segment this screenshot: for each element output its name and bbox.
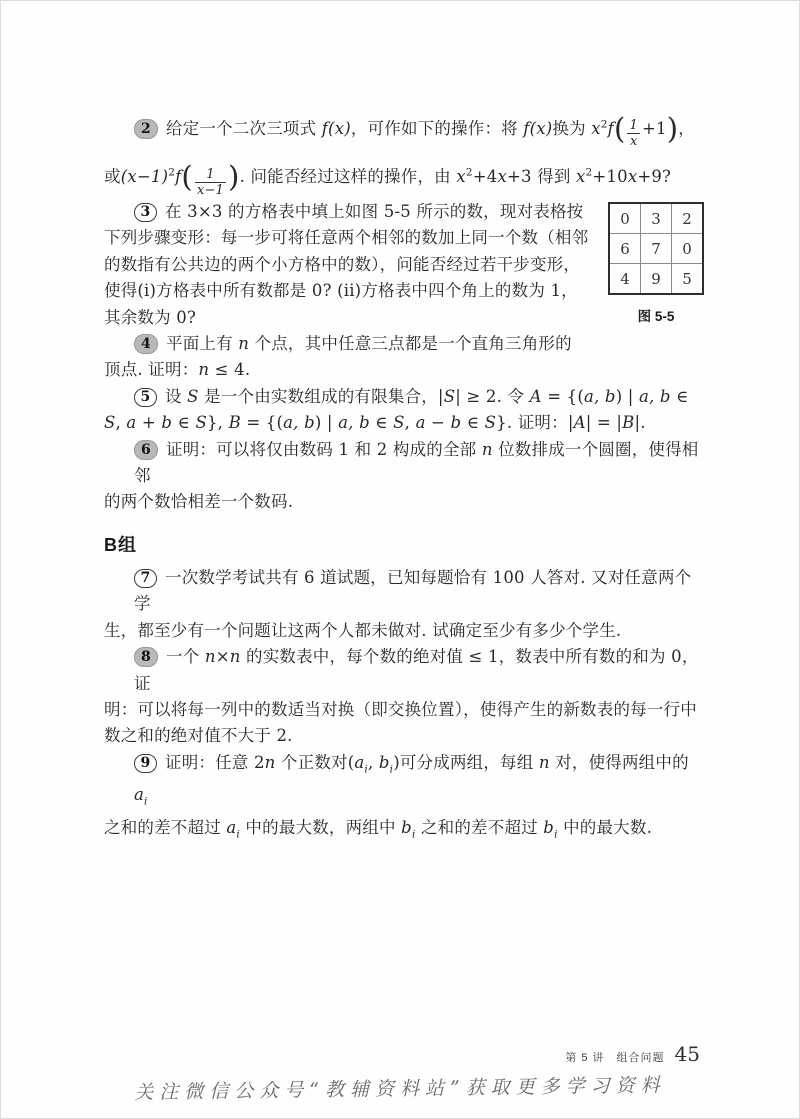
problem-5 <box>104 384 704 437</box>
problem-2-badge: 2 <box>134 119 158 139</box>
exponent: 2 <box>465 166 473 179</box>
math-run: f <box>175 167 182 186</box>
text-run: 一次数学考试共有 6 道试题，已知每题恰有 100 人答对. 又对任意两个学 <box>134 567 692 614</box>
problem-8-line-3 <box>104 723 704 749</box>
math-run: a, b <box>584 386 616 406</box>
fraction <box>195 167 226 198</box>
text-run: +10 <box>592 167 628 186</box>
problem-7-line-1 <box>104 565 704 618</box>
grid-cell: 6 <box>609 234 641 264</box>
problem-5-text-1 <box>165 387 689 406</box>
text-run: | = | <box>585 413 623 433</box>
math-run: $b_i$ <box>378 752 394 776</box>
math-run: $a_i$ <box>354 752 368 776</box>
problem-6-text-2 <box>104 492 293 511</box>
math-run: B <box>228 413 241 433</box>
problem-3-badge: 3 <box>134 203 157 222</box>
math-run: $a_i$ <box>134 785 148 808</box>
math-run: f(x) <box>321 118 351 138</box>
math-run: $b_i$ <box>543 818 558 841</box>
footer-chapter: 第 5 讲 <box>565 1052 605 1064</box>
subscript: i <box>554 828 558 841</box>
grid-cell: 2 <box>672 203 704 234</box>
problem-9-line-1 <box>104 750 704 815</box>
text-run: +1 <box>641 118 667 138</box>
math-run: a, b <box>338 413 370 433</box>
figure-label: 图 5-5 <box>637 309 675 324</box>
text-run: 顶点. 证明： <box>104 360 199 380</box>
problem-3-text-1 <box>165 202 583 221</box>
text-run: | ≥ 2. 令 <box>455 386 530 406</box>
text-run: 给定一个二次三项式 <box>166 118 322 138</box>
problem-5-badge: 5 <box>134 388 157 407</box>
subscript: i <box>364 763 368 776</box>
math-run: $x^2$ <box>591 118 608 138</box>
text-run: ， <box>678 118 695 138</box>
page-footer <box>565 1042 700 1066</box>
text-run: |. <box>634 413 646 433</box>
grid-cell: 0 <box>672 234 704 264</box>
problem-7 <box>104 565 704 644</box>
problem-6-badge: 6 <box>134 440 158 460</box>
math-run: n <box>481 439 493 459</box>
text-run: 的实数表中，每个数的绝对值 ≤ 1，数表中所有数的和为 0，证 <box>134 647 699 693</box>
fraction <box>627 118 639 149</box>
problem-3-text-3 <box>104 255 580 274</box>
text-run: 下列步骤变形：每一步可将任意两个相邻的数加上同一个数（相邻 <box>104 228 589 248</box>
problem-7-badge: 7 <box>134 569 157 588</box>
exponent: 2 <box>585 166 593 179</box>
math-run: a <box>126 413 137 433</box>
problem-4-badge: 4 <box>134 334 158 354</box>
watermark-text: 关注微信公众号“教辅资料站”获取更多学习资料 <box>134 1074 666 1104</box>
problem-9-badge: 9 <box>134 754 157 773</box>
grid-cell: 9 <box>641 264 672 295</box>
math-run: A <box>573 413 586 433</box>
text-run: 生，都至少有一个问题让这两个人都未做对. 试确定至少有多少个学生. <box>104 620 622 640</box>
problem-2-text-1 <box>166 111 695 150</box>
math-run: S <box>195 413 207 433</box>
text-run: 使得(i)方格表中所有数都是 0? (ii)方格表中四个角上的数为 1， <box>104 281 578 301</box>
big-paren: ) <box>666 111 679 146</box>
text-run: ∈ <box>172 413 196 433</box>
text-run: 设 <box>165 386 188 406</box>
grid-row <box>609 264 703 295</box>
text-run: , <box>367 752 379 772</box>
grid-cell: 5 <box>672 264 704 295</box>
math-run: $(x-1)^2$ <box>120 166 176 186</box>
problem-8-line-1 <box>104 644 704 697</box>
math-run: B <box>622 413 635 433</box>
problem-3 <box>104 199 704 331</box>
grid-cell: 3 <box>641 203 672 234</box>
problem-6-text-1 <box>134 440 699 485</box>
grid-row <box>609 203 703 234</box>
grid-row <box>609 234 703 264</box>
fraction-denominator: x <box>627 133 639 149</box>
problem-5-line-1 <box>104 384 704 410</box>
math-run: b <box>450 413 462 433</box>
text-run: . 问能否经过这样的操作，由 <box>239 167 457 186</box>
text-run: 其余数为 0? <box>104 307 196 327</box>
text-run: 之和的差不超过 <box>104 818 227 838</box>
grid-body <box>609 203 703 294</box>
text-run: = {( <box>541 386 584 406</box>
problem-7-line-2 <box>104 618 704 644</box>
figure-5-5 <box>608 202 704 325</box>
problem-8 <box>104 644 704 750</box>
footer-topic: 组合问题 <box>616 1052 665 1064</box>
subscript: i <box>236 828 240 841</box>
problem-4-line-1 <box>104 331 704 357</box>
grid-cell: 7 <box>641 234 672 264</box>
problem-6 <box>104 437 704 516</box>
footer-page-number: 45 <box>674 1042 700 1066</box>
problem-4-text-2 <box>104 360 250 379</box>
subscript: i <box>411 828 416 841</box>
grid-table <box>608 202 704 295</box>
text-run: 数之和的绝对值不大于 2. <box>104 726 293 746</box>
text-run: 对，使得两组中的 <box>549 752 689 772</box>
text-run: − <box>425 413 451 433</box>
problem-3-text-2 <box>104 228 588 247</box>
page-content <box>104 102 704 848</box>
text-run: }, <box>206 413 229 433</box>
math-run: a, b <box>283 413 315 433</box>
math-run: S <box>104 413 116 433</box>
problem-8-line-2 <box>104 697 704 723</box>
math-run: a, b <box>639 386 671 406</box>
math-run: n <box>264 752 276 772</box>
math-run: b <box>161 413 173 433</box>
math-run: a <box>415 413 426 433</box>
text-run: ∈ <box>461 413 485 433</box>
subscript: i <box>144 795 148 808</box>
text-run: 证明：可以将仅由数码 1 和 2 构成的全部 <box>166 439 482 459</box>
text-run: ，可作如下的操作：将 <box>350 118 524 138</box>
math-run: S <box>187 386 199 406</box>
text-run: = {( <box>240 413 284 433</box>
math-run: n <box>198 360 210 380</box>
problem-8-badge: 8 <box>134 647 158 667</box>
math-run: $a_i$ <box>226 818 240 841</box>
text-run: +3 得到 <box>506 167 576 186</box>
grid-cell: 0 <box>609 203 641 234</box>
problem-3-text-4 <box>104 281 578 300</box>
math-run: $b_i$ <box>401 818 416 841</box>
text-run: 是一个由实数组成的有限集合，| <box>198 386 444 406</box>
text-run: 的数指有公共边的两个小方格中的数），问能否经过若干步变形， <box>104 254 581 274</box>
exponent: 2 <box>168 166 176 179</box>
problem-2-line-2 <box>104 151 704 200</box>
math-run: f <box>607 118 614 138</box>
problem-2-line-1 <box>104 102 704 151</box>
problem-5-text-2 <box>104 413 646 432</box>
problem-7-text-2 <box>104 621 621 640</box>
text-run: 换为 <box>552 118 592 138</box>
text-run: ) | <box>615 386 639 406</box>
math-run: f(x) <box>523 118 553 138</box>
problem-2 <box>104 102 704 199</box>
problem-9-text-2 <box>104 818 653 841</box>
problem-3-text-5 <box>104 308 196 327</box>
math-run: n <box>204 647 216 667</box>
math-run: x <box>627 167 638 186</box>
fraction-numerator: 1 <box>206 166 215 182</box>
text-run: 明：可以将每一列中的数适当对换（即交换位置），使得产生的新数表的每一行中 <box>104 699 697 719</box>
math-run: n <box>229 647 241 667</box>
text-run: 在 3×3 的方格表中填上如图 5-5 所示的数，现对表格按 <box>165 202 584 221</box>
math-run: x <box>497 167 507 186</box>
math-run: $x^2$ <box>456 166 473 186</box>
problem-9 <box>104 750 704 848</box>
text-run: ∈ <box>369 413 394 433</box>
problem-8-text-1 <box>134 647 699 692</box>
math-run: n <box>538 752 550 772</box>
text-run: 平面上有 <box>166 334 239 354</box>
text-run: 之和的差不超过 <box>415 818 544 838</box>
big-paren: ) <box>228 159 240 194</box>
text-run: 个点，其中任意三点都是一个直角三角形的 <box>249 334 572 354</box>
problem-8-text-3 <box>104 726 293 745</box>
problem-4 <box>104 331 704 384</box>
problem-2-text-2 <box>104 159 672 198</box>
text-run: 中的最大数，两组中 <box>239 818 402 838</box>
text-run: 位数排成一个圆圈，使得相邻 <box>134 439 699 486</box>
text-run: }. 证明：| <box>496 413 574 433</box>
text-run: 证明：任意 2 <box>165 752 265 772</box>
grid-cell: 4 <box>609 264 641 295</box>
exponent: 2 <box>600 118 608 130</box>
math-run: n <box>238 334 250 354</box>
text-run: 或 <box>104 167 121 186</box>
text-run: ≤ 4. <box>209 360 251 380</box>
problem-4-text-1 <box>166 334 572 353</box>
text-run: +9? <box>637 167 672 186</box>
problem-4-line-2 <box>104 357 704 383</box>
fraction-denominator: x−1 <box>196 182 225 198</box>
text-run: , <box>404 413 416 433</box>
text-run: × <box>215 647 230 667</box>
text-run: 个正数对( <box>275 752 355 772</box>
problem-9-text-1 <box>134 752 689 808</box>
math-run: S <box>393 413 405 433</box>
text-run: )可分成两组，每组 <box>393 752 539 772</box>
problem-5-line-2 <box>104 410 704 436</box>
text-run: 的两个数恰相差一个数码. <box>104 492 294 512</box>
subscript: i <box>389 763 394 776</box>
math-run: A <box>529 386 542 406</box>
problem-6-line-1 <box>104 437 704 490</box>
problem-6-line-2 <box>104 489 704 515</box>
section-b-heading: B组 <box>104 534 137 555</box>
problem-9-line-2 <box>104 815 704 848</box>
big-paren: ( <box>181 159 193 194</box>
big-paren: ( <box>613 111 626 146</box>
text-run: ∈ <box>670 386 689 406</box>
problem-8-text-2 <box>104 700 697 719</box>
text-run: +4 <box>472 167 498 186</box>
math-run: $x^2$ <box>575 166 593 186</box>
text-run: + <box>136 413 162 433</box>
problem-7-text-1 <box>134 568 691 613</box>
fraction-numerator: 1 <box>629 118 638 134</box>
text-run: 中的最大数. <box>557 818 653 838</box>
text-run: , <box>115 413 127 433</box>
math-run: S <box>443 386 456 406</box>
math-run: S <box>484 413 497 433</box>
text-run: 一个 <box>166 647 205 667</box>
text-run: ) | <box>314 413 339 433</box>
